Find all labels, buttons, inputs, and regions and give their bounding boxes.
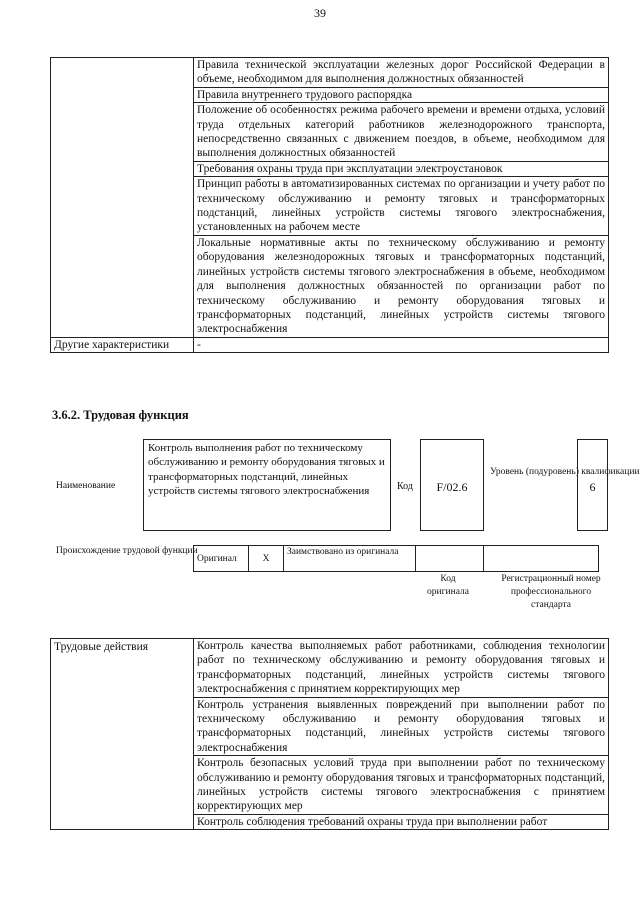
requirement-row: Положение об особенностях режима рабочего времени и времени отдыха, условий труда отдельных категорий работников железнодорожного транспорта, непосредственно связанных с движением поездов, в объеме, необходимом для выполнения должностных обязанностей [194,103,609,162]
other-characteristics-value: - [194,337,609,352]
level-value-box: 6 [577,439,608,531]
function-name-box: Контроль выполнения работ по техническому обслуживанию и ремонту оборудования тяговых и трансформаторных подстанций, линейных устройств системы тягового электроснабжения [143,439,391,531]
actions-label: Трудовые действия [51,639,194,830]
action-row: Контроль качества выполняемых работ работниками, соблюдения технологии работ по техническому обслуживанию и ремонту оборудования тяговых и трансформаторных подстанций, линейных устройств системы тягового электроснабжения с принятием корректирующих мер [194,639,609,698]
reg-number-caption: Регистрационный номер профессионального стандарта [501,574,601,610]
requirement-row: Правила технической эксплуатации железных дорог Российской Федерации в объеме, необходимом для выполнения должностных обязанностей [194,58,609,88]
requirement-row: Правила внутреннего трудового распорядка [194,87,609,102]
level-label: Уровень (подуровень) квалификации [490,467,640,477]
requirements-left-cell [51,58,194,338]
code-original-cell [416,546,484,572]
requirement-row: Локальные нормативные акты по техническому обслуживанию и ремонту оборудования железнодорожных тяговых и трансформаторных подстанций, линейных устройств системы тягового электроснабжения в объеме, необходимом для выполнения должностных обязанностей по организации работ по техническому обслуживанию и ремонту оборудования тяговых и трансформаторных подстанций, линейных устройств системы тягового электроснабжения [194,235,609,337]
action-row: Контроль безопасных условий труда при выполнении работ по техническому обслуживанию и ремонту оборудования тяговых и трансформаторных подстанций, линейных устройств системы тягового электроснабжения с принятием корректирующих мер [194,756,609,815]
section-title: 3.6.2. Трудовая функция [52,408,189,422]
origin-table [193,545,599,572]
requirement-row: Принцип работы в автоматизированных системах по организации и учету работ по техническому обслуживанию и ремонту тяговых и трансформаторных подстанций, линейных устройств системы тягового электроснабжения, установленных на рабочем месте [194,177,609,236]
requirement-row: Требования охраны труда при эксплуатации электроустановок [194,161,609,176]
code-value-box: F/02.6 [420,439,484,531]
original-mark: X [249,546,284,572]
code-original-caption: Код оригинала [427,574,469,597]
code-label: Код [397,481,413,492]
reg-number-cell [484,546,599,572]
action-row: Контроль устранения выявленных повреждений при выполнении работ по техническому обслуживанию и ремонту оборудования тяговых и трансформаторных подстанций, линейных устройств системы тягового электроснабжения [194,697,609,756]
name-label: Наименование [56,481,116,491]
other-characteristics-label: Другие характеристики [51,337,194,352]
action-row: Контроль соблюдения требований охраны труда при выполнении работ [194,814,609,829]
page-number: 39 [314,6,326,20]
borrowed-label: Заимствовано из оригинала [284,546,416,572]
original-label: Оригинал [194,546,249,572]
requirements-table [50,57,609,353]
actions-table [50,638,609,830]
origin-label: Происхождение трудовой функции [56,546,198,556]
